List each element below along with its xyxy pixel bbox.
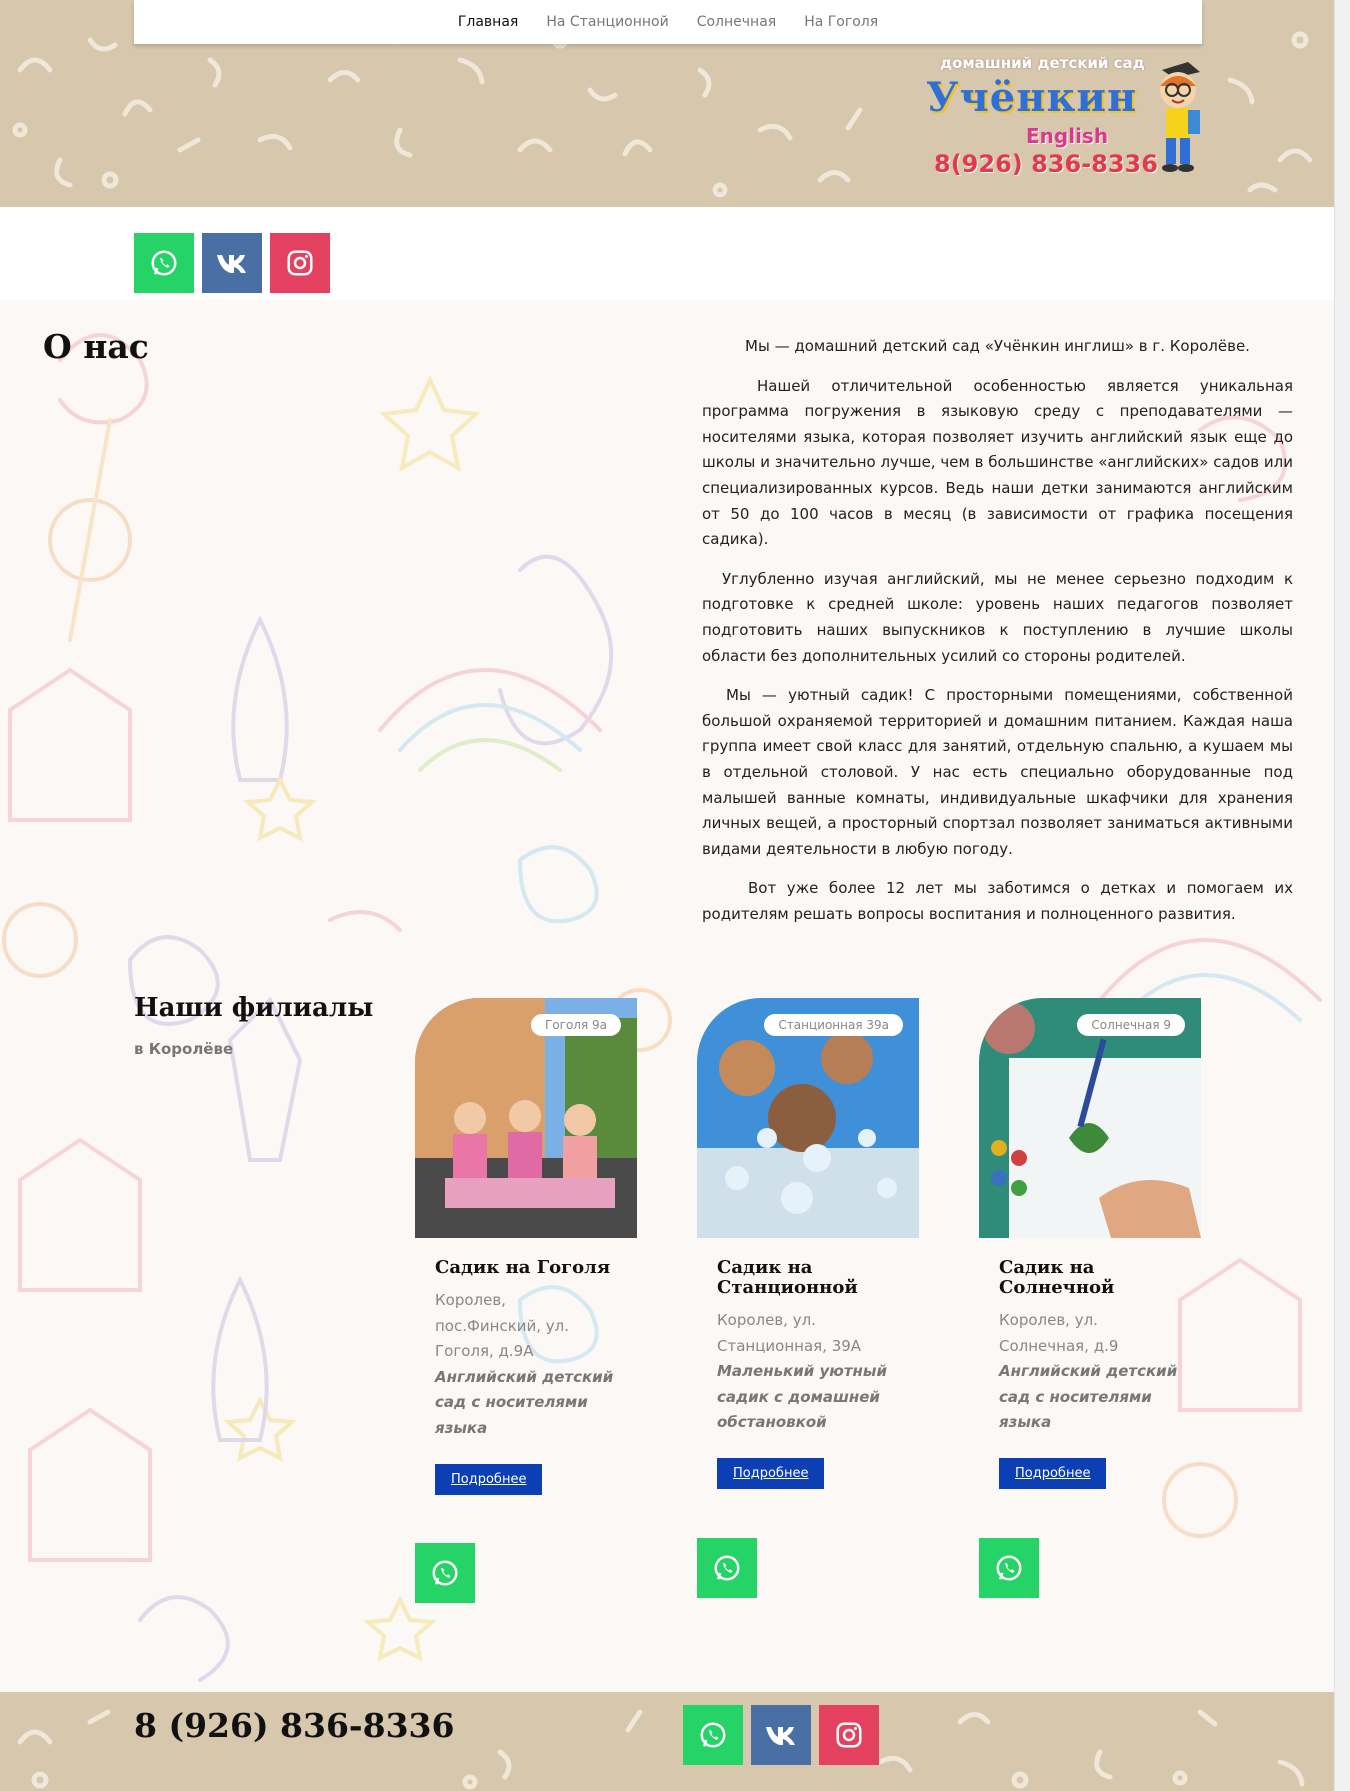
branch-photo[interactable] [415, 998, 637, 1238]
whatsapp-icon [994, 1553, 1024, 1583]
about-title: О нас [43, 327, 149, 366]
main-nav [134, 0, 1202, 44]
logo-phone: 8(926) 836-8336 [934, 150, 1158, 178]
about-paragraph: Мы — домашний детский сад «Учёнкин инглиш» в г. Королёве. [745, 337, 1250, 355]
branch-card-solnechnaya [979, 998, 1201, 1489]
branch-whatsapp-button[interactable] [979, 1538, 1039, 1598]
branches-subtitle: в Королёве [134, 1040, 234, 1058]
about-paragraph: Углубленно изучая английский, мы не менее серьезно подходим к подготовке к средней школе: уровень наших педагогов позволяет подготовить наших выпускников к поступлению в лучшие школы области без дополнительных усилий со стороны родителей. [702, 569, 1293, 665]
vk-button[interactable] [202, 233, 262, 293]
more-button[interactable]: Подробнее [435, 1464, 542, 1495]
logo-subtitle: домашний детский сад [940, 54, 1145, 72]
branch-title[interactable]: Садик на Солнечной [999, 1257, 1115, 1298]
footer-vk-button[interactable] [751, 1705, 811, 1765]
branch-title[interactable]: Садик на Гоголя [435, 1257, 611, 1278]
instagram-button[interactable] [270, 233, 330, 293]
footer-instagram-button[interactable] [819, 1705, 879, 1765]
header [0, 0, 1335, 207]
branch-whatsapp-button[interactable] [415, 1543, 475, 1603]
instagram-icon [834, 1720, 864, 1750]
footer-phone[interactable]: 8 (926) 836-8336 [134, 1706, 455, 1745]
vk-icon [764, 1724, 798, 1746]
whatsapp-icon [698, 1720, 728, 1750]
branch-whatsapp-button[interactable] [697, 1538, 757, 1598]
branches-title: Наши филиалы [134, 993, 374, 1023]
nav-item-home[interactable]: Главная [457, 14, 519, 30]
branch-description: Английский детский сад с носителями языка [999, 1362, 1178, 1432]
branch-card-gogolya [415, 998, 637, 1495]
about-paragraph: Вот уже более 12 лет мы заботимся о детках и помогаем их родителям решать вопросы воспитания и полноценного развития. [702, 879, 1293, 923]
branch-address: Королев, пос.Финский, ул. Гоголя, д.9А [435, 1291, 570, 1361]
nav-item-gogolya[interactable]: На Гоголя [804, 14, 879, 30]
about-paragraph: Нашей отличительной особенностью является уникальная программа погружения в языковую среду с преподавателями — носителями языка, которая позволяет изучить английский язык еще до школы и значительно лучше, чем в большинстве «английских» садов или специализированных курсов. Ведь наши детки занимаются английским от 50 до 100 часов в месяц (в зависимости от графика посещения садика). [702, 376, 1293, 549]
whatsapp-icon [712, 1553, 742, 1583]
vk-icon [215, 252, 249, 274]
footer [0, 1692, 1335, 1791]
branch-address: Королев, ул. Солнечная, д.9 [999, 1311, 1119, 1355]
boy-mascot-icon [1148, 56, 1206, 176]
site-logo[interactable] [920, 52, 1210, 182]
scrollbar[interactable] [1334, 0, 1350, 1791]
branch-badge: Станционная 39а [764, 1014, 903, 1036]
nav-item-stantsionnaya[interactable]: На Станционной [546, 14, 669, 30]
branch-photo[interactable] [979, 998, 1201, 1238]
about-paragraph: Мы — уютный садик! С просторными помещениями, собственной большой охраняемой территорией и домашним питанием. Каждая наша группа имеет свой класс для занятий, отдельную спальню, а кушаем мы в отдельной столовой. У нас есть специально оборудованные под малышей ванные комнаты, индивидуальные шкафчики для хранения личных вещей, а просторный спортзал позволяет заниматься активными видами деятельности в любую погоду. [702, 686, 1293, 858]
logo-english: English [1026, 124, 1109, 148]
branch-photo[interactable] [697, 998, 919, 1238]
nav-item-solnechnaya[interactable]: Солнечная [696, 14, 777, 30]
whatsapp-icon [430, 1558, 460, 1588]
footer-whatsapp-button[interactable] [683, 1705, 743, 1765]
about-text [702, 334, 1293, 941]
whatsapp-icon [149, 248, 179, 278]
logo-title: Учёнкин [926, 74, 1138, 121]
branch-badge: Гоголя 9а [531, 1014, 621, 1036]
branch-badge: Солнечная 9 [1077, 1014, 1185, 1036]
more-button[interactable]: Подробнее [999, 1458, 1106, 1489]
whatsapp-button[interactable] [134, 233, 194, 293]
branch-description: Английский детский сад с носителями языка [435, 1367, 614, 1437]
social-bar [0, 207, 1335, 300]
branch-address: Королев, ул. Станционная, 39А [717, 1311, 862, 1355]
more-button[interactable]: Подробнее [717, 1458, 824, 1489]
branch-card-stantsionnaya [697, 998, 919, 1489]
instagram-icon [285, 248, 315, 278]
branch-description: Маленький уютный садик с домашней обстановкой [717, 1362, 887, 1432]
branch-title[interactable]: Садик на Станционной [717, 1257, 858, 1298]
